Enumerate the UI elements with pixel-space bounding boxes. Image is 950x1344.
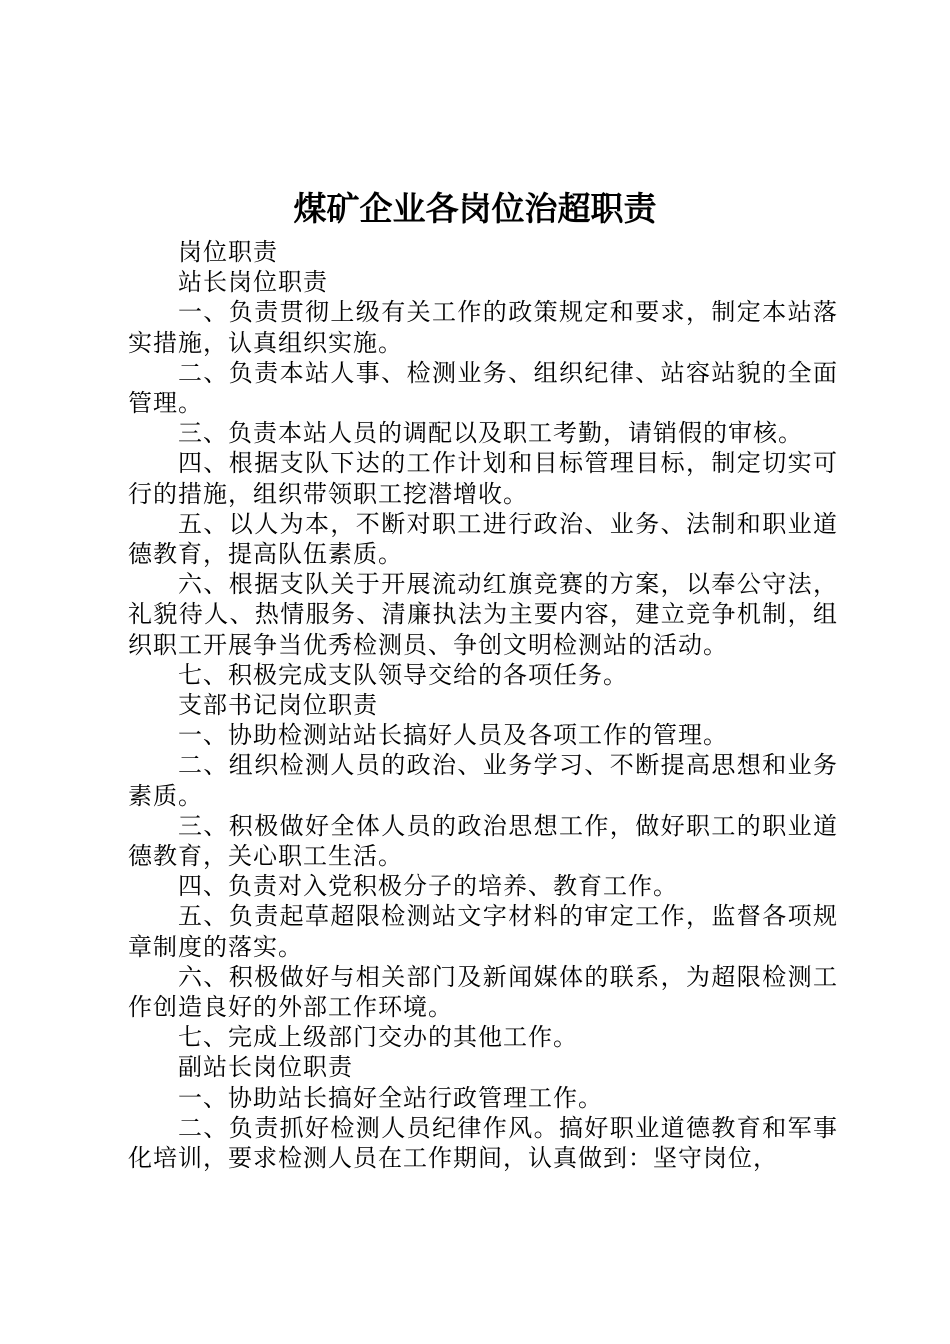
section-heading: 岗位职责 <box>178 238 278 266</box>
paragraph: 七、完成上级部门交办的其他工作。 <box>178 1023 578 1052</box>
section-heading: 副站长岗位职责 <box>178 1053 353 1082</box>
section-heading: 支部书记岗位职责 <box>178 691 378 720</box>
paragraph: 五、负责起草超限检测站文字材料的审定工作，监督各项规章制度的落实。 <box>128 902 838 961</box>
document-body <box>128 237 838 1173</box>
paragraph: 二、负责抓好检测人员纪律作风。搞好职业道德教育和军事化培训，要求检测人员在工作期间，认真做到：坚守岗位， <box>128 1113 838 1173</box>
document-title: 煤矿企业各岗位治超职责 <box>293 189 657 228</box>
paragraph: 三、积极做好全体人员的政治思想工作，做好职工的职业道德教育，关心职工生活。 <box>128 811 838 871</box>
paragraph: 二、组织检测人员的政治、业务学习、不断提高思想和业务素质。 <box>128 751 838 810</box>
paragraph: 三、负责本站人员的调配以及职工考勤，请销假的审核。 <box>178 419 803 448</box>
paragraph: 一、协助站长搞好全站行政管理工作。 <box>178 1083 603 1112</box>
paragraph: 六、积极做好与相关部门及新闻媒体的联系，为超限检测工作创造良好的外部工作环境。 <box>128 962 838 1022</box>
paragraph: 一、负责贯彻上级有关工作的政策规定和要求，制定本站落实措施，认真组织实施。 <box>128 298 838 357</box>
section-heading: 站长岗位职责 <box>178 268 328 297</box>
paragraph: 五、以人为本，不断对职工进行政治、业务、法制和职业道德教育，提高队伍素质。 <box>128 509 838 569</box>
paragraph: 六、根据支队关于开展流动红旗竞赛的方案，以奉公守法，礼貌待人、热情服务、清廉执法为主要内容，建立竞争机制，组织职工开展争当优秀检测员、争创文明检测站的活动。 <box>128 570 838 659</box>
paragraph: 二、负责本站人事、检测业务、组织纪律、站容站貌的全面管理。 <box>128 358 838 418</box>
paragraph: 四、负责对入党积极分子的培养、教育工作。 <box>178 872 678 901</box>
paragraph: 四、根据支队下达的工作计划和目标管理目标，制定切实可行的措施，组织带领职工挖潜增收。 <box>128 449 838 508</box>
paragraph: 一、协助检测站站长搞好人员及各项工作的管理。 <box>178 721 728 750</box>
paragraph: 七、积极完成支队领导交给的各项任务。 <box>178 660 628 689</box>
